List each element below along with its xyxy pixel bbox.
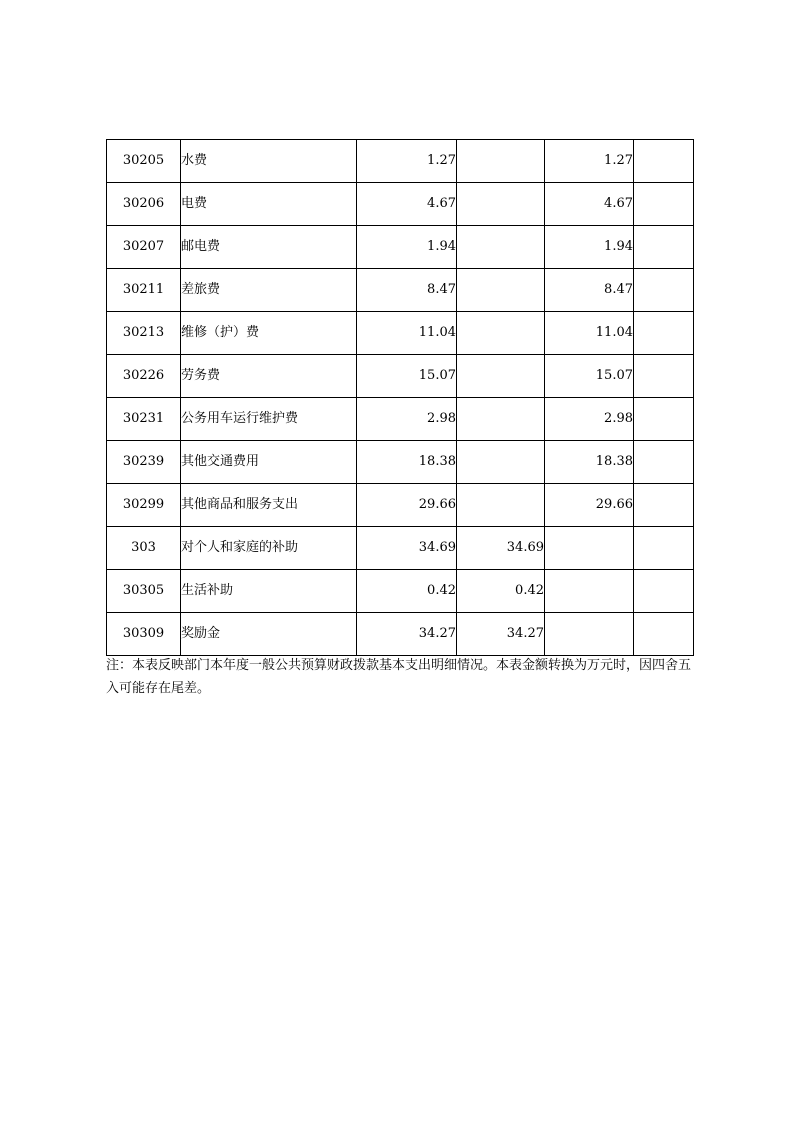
public-amount-cell: 2.98: [545, 398, 634, 441]
personnel-amount-cell: [457, 183, 545, 226]
extra-cell: [634, 312, 694, 355]
subject-code-cell: 30205: [107, 140, 181, 183]
table-row: [107, 183, 694, 226]
extra-cell: [634, 441, 694, 484]
personnel-amount-cell: [457, 484, 545, 527]
subject-name-cell: 其他商品和服务支出: [181, 484, 357, 527]
table-row: [107, 312, 694, 355]
subject-code-cell: 30213: [107, 312, 181, 355]
public-amount-cell: [545, 570, 634, 613]
table-body: [107, 140, 694, 656]
subject-name-cell: 奖励金: [181, 613, 357, 656]
total-amount-cell: 2.98: [357, 398, 457, 441]
public-amount-cell: 18.38: [545, 441, 634, 484]
subject-name-cell: 其他交通费用: [181, 441, 357, 484]
subject-code-cell: 303: [107, 527, 181, 570]
table-row: [107, 355, 694, 398]
extra-cell: [634, 355, 694, 398]
personnel-amount-cell: [457, 312, 545, 355]
public-amount-cell: 1.94: [545, 226, 634, 269]
public-amount-cell: 29.66: [545, 484, 634, 527]
total-amount-cell: 1.27: [357, 140, 457, 183]
total-amount-cell: 4.67: [357, 183, 457, 226]
table-row: [107, 226, 694, 269]
extra-cell: [634, 570, 694, 613]
subject-name-cell: 生活补助: [181, 570, 357, 613]
subject-code-cell: 30299: [107, 484, 181, 527]
table-row: [107, 269, 694, 312]
personnel-amount-cell: 34.27: [457, 613, 545, 656]
total-amount-cell: 8.47: [357, 269, 457, 312]
extra-cell: [634, 183, 694, 226]
subject-name-cell: 水费: [181, 140, 357, 183]
subject-name-cell: 电费: [181, 183, 357, 226]
subject-code-cell: 30305: [107, 570, 181, 613]
public-amount-cell: 4.67: [545, 183, 634, 226]
subject-code-cell: 30206: [107, 183, 181, 226]
total-amount-cell: 29.66: [357, 484, 457, 527]
personnel-amount-cell: 0.42: [457, 570, 545, 613]
subject-code-cell: 30231: [107, 398, 181, 441]
public-amount-cell: [545, 527, 634, 570]
public-amount-cell: 1.27: [545, 140, 634, 183]
table-row: [107, 527, 694, 570]
personnel-amount-cell: [457, 398, 545, 441]
subject-code-cell: 30239: [107, 441, 181, 484]
footnote: 注：本表反映部门本年度一般公共预算财政拨款基本支出明细情况。本表金额转换为万元时，因四舍五入可能存在尾差。: [106, 658, 692, 696]
subject-name-cell: 维修（护）费: [181, 312, 357, 355]
total-amount-cell: 34.69: [357, 527, 457, 570]
subject-code-cell: 30207: [107, 226, 181, 269]
total-amount-cell: 0.42: [357, 570, 457, 613]
extra-cell: [634, 398, 694, 441]
public-amount-cell: 8.47: [545, 269, 634, 312]
personnel-amount-cell: [457, 140, 545, 183]
extra-cell: [634, 484, 694, 527]
table-row: [107, 484, 694, 527]
extra-cell: [634, 140, 694, 183]
personnel-amount-cell: [457, 355, 545, 398]
subject-name-cell: 公务用车运行维护费: [181, 398, 357, 441]
table-row: [107, 441, 694, 484]
extra-cell: [634, 269, 694, 312]
table-row: [107, 140, 694, 183]
extra-cell: [634, 613, 694, 656]
extra-cell: [634, 226, 694, 269]
personnel-amount-cell: [457, 269, 545, 312]
total-amount-cell: 34.27: [357, 613, 457, 656]
subject-name-cell: 对个人和家庭的补助: [181, 527, 357, 570]
subject-name-cell: 劳务费: [181, 355, 357, 398]
total-amount-cell: 18.38: [357, 441, 457, 484]
subject-code-cell: 30226: [107, 355, 181, 398]
subject-code-cell: 30211: [107, 269, 181, 312]
table-row: [107, 613, 694, 656]
table-row: [107, 398, 694, 441]
public-amount-cell: 15.07: [545, 355, 634, 398]
expenditure-table: [106, 139, 694, 656]
subject-name-cell: 差旅费: [181, 269, 357, 312]
total-amount-cell: 1.94: [357, 226, 457, 269]
personnel-amount-cell: [457, 441, 545, 484]
total-amount-cell: 11.04: [357, 312, 457, 355]
public-amount-cell: [545, 613, 634, 656]
extra-cell: [634, 527, 694, 570]
public-amount-cell: 11.04: [545, 312, 634, 355]
table-row: [107, 570, 694, 613]
subject-code-cell: 30309: [107, 613, 181, 656]
total-amount-cell: 15.07: [357, 355, 457, 398]
subject-name-cell: 邮电费: [181, 226, 357, 269]
personnel-amount-cell: [457, 226, 545, 269]
personnel-amount-cell: 34.69: [457, 527, 545, 570]
